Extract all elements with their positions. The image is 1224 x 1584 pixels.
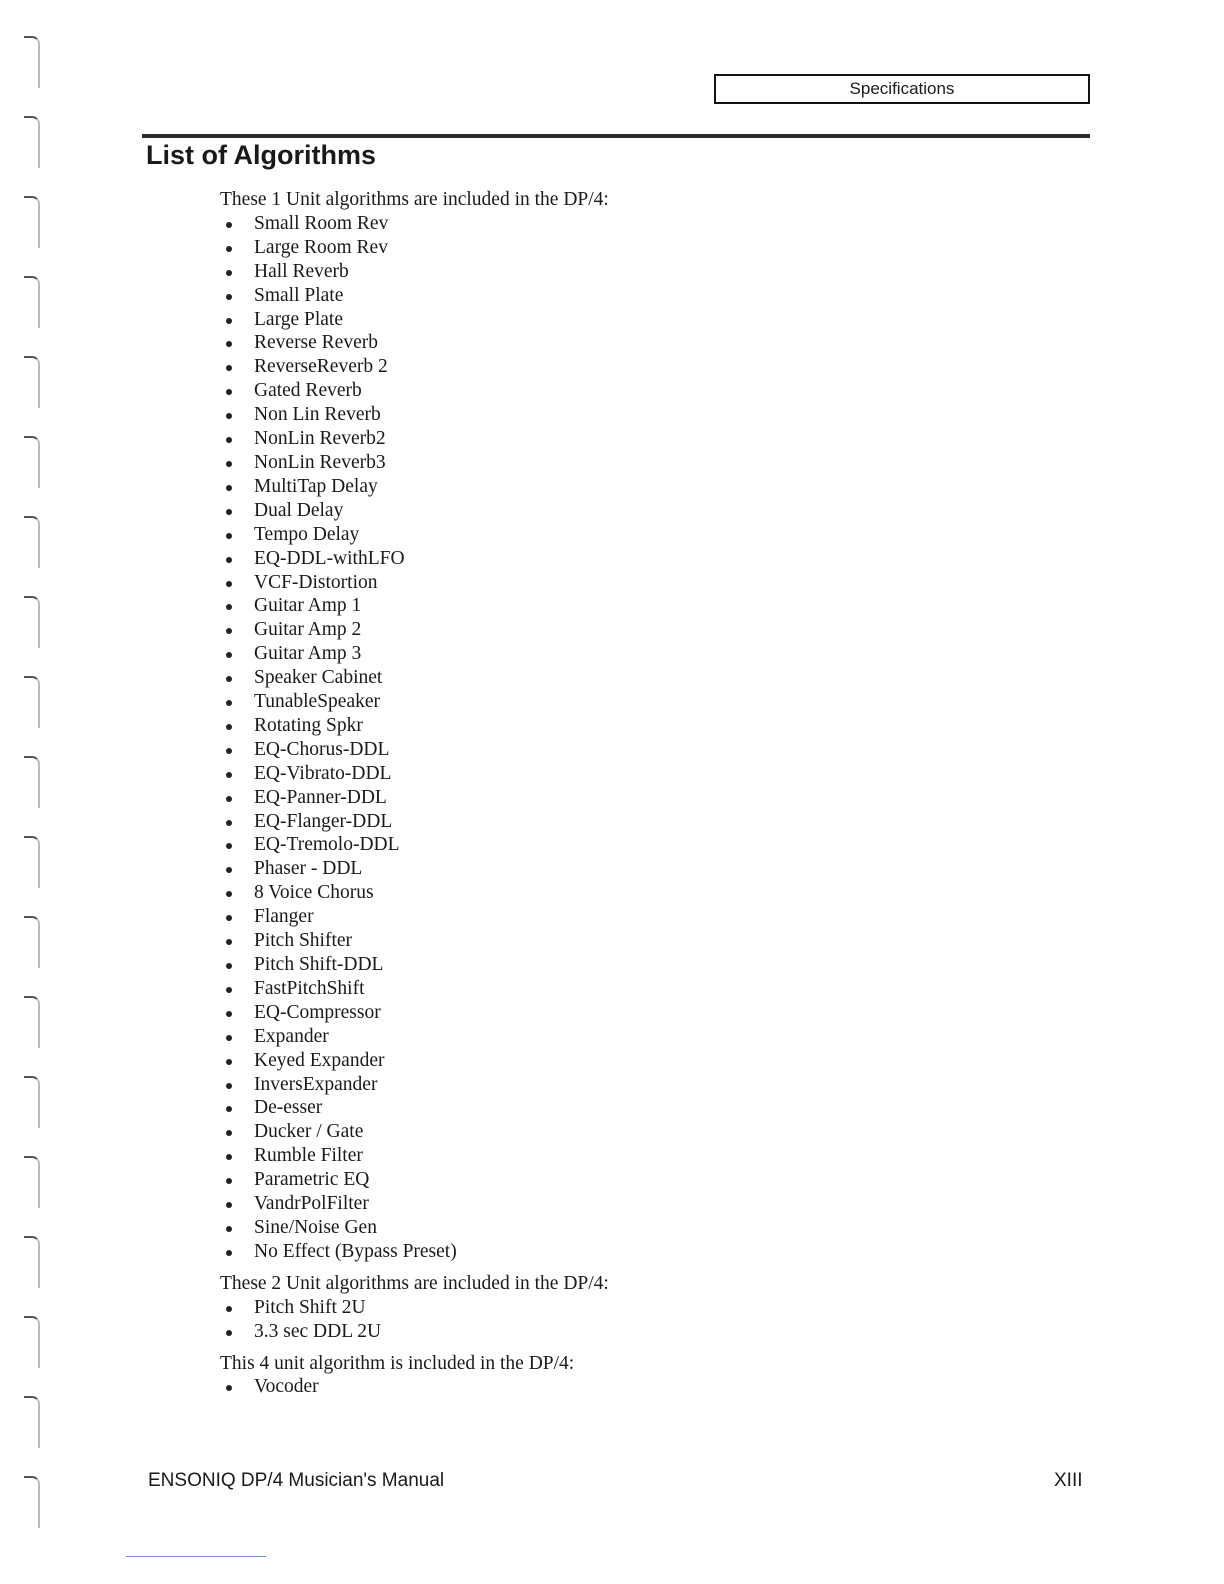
algorithm-list-item: Small Room Rev xyxy=(220,212,1040,236)
page-title: List of Algorithms xyxy=(146,140,376,170)
algorithm-list-item: VCF-Distortion xyxy=(220,571,1040,595)
algorithm-list-item: Guitar Amp 2 xyxy=(220,618,1040,642)
section-header-label: Specifications xyxy=(849,79,955,98)
algorithm-list-item: No Effect (Bypass Preset) xyxy=(220,1240,1040,1264)
algorithm-list-item: Rotating Spkr xyxy=(220,714,1040,738)
algorithm-list-item: Ducker / Gate xyxy=(220,1120,1040,1144)
algorithm-list-item: De-esser xyxy=(220,1096,1040,1120)
algorithm-list-item: Non Lin Reverb xyxy=(220,403,1040,427)
binding-hole-mark xyxy=(24,516,40,568)
algorithm-list-item: EQ-Flanger-DDL xyxy=(220,810,1040,834)
binding-hole-mark xyxy=(24,756,40,808)
algorithm-list-item: Flanger xyxy=(220,905,1040,929)
algorithm-list-item: NonLin Reverb3 xyxy=(220,451,1040,475)
algorithm-list-item: EQ-Compressor xyxy=(220,1001,1040,1025)
algorithm-list-item: Large Room Rev xyxy=(220,236,1040,260)
algorithm-list-item: Rumble Filter xyxy=(220,1144,1040,1168)
binding-hole-mark xyxy=(24,1156,40,1208)
algorithm-list-content xyxy=(220,188,1040,1399)
algorithm-list xyxy=(220,1375,1040,1399)
algorithm-list-item: 8 Voice Chorus xyxy=(220,881,1040,905)
group-intro: These 1 Unit algorithms are included in the DP/4: xyxy=(220,189,609,210)
algorithm-list-item: Vocoder xyxy=(220,1375,1040,1399)
algorithm-list-item: NonLin Reverb2 xyxy=(220,427,1040,451)
algorithm-list-item: Parametric EQ xyxy=(220,1168,1040,1192)
algorithm-list-item: EQ-Chorus-DDL xyxy=(220,738,1040,762)
binding-hole-mark xyxy=(24,1476,40,1528)
binding-hole-mark xyxy=(24,1236,40,1288)
page-number: XIII xyxy=(1054,1470,1083,1491)
algorithm-list-item: Dual Delay xyxy=(220,499,1040,523)
binding-hole-mark xyxy=(24,196,40,248)
algorithm-list-item: ReverseReverb 2 xyxy=(220,355,1040,379)
algorithm-list-item: EQ-DDL-withLFO xyxy=(220,547,1040,571)
algorithm-list-item: Guitar Amp 1 xyxy=(220,594,1040,618)
group-intro: This 4 unit algorithm is included in the DP/4: xyxy=(220,1352,575,1374)
algorithm-list-item: Reverse Reverb xyxy=(220,331,1040,355)
binding-hole-mark xyxy=(24,276,40,328)
algorithm-list xyxy=(220,212,1040,1264)
algorithm-list-item: Tempo Delay xyxy=(220,523,1040,547)
bottom-edge-line xyxy=(126,1556,266,1557)
algorithm-list-item: EQ-Tremolo-DDL xyxy=(220,833,1040,857)
binding-hole-mark xyxy=(24,436,40,488)
algorithm-list-item: VandrPolFilter xyxy=(220,1192,1040,1216)
binding-hole-mark xyxy=(24,916,40,968)
binding-hole-mark xyxy=(24,116,40,168)
algorithm-list-item: Guitar Amp 3 xyxy=(220,642,1040,666)
algorithm-list-item: Pitch Shift-DDL xyxy=(220,953,1040,977)
binding-hole-mark xyxy=(24,836,40,888)
binding-hole-mark xyxy=(24,36,40,88)
binding-hole-mark xyxy=(24,356,40,408)
binding-hole-mark xyxy=(24,1076,40,1128)
algorithm-list-item: InversExpander xyxy=(220,1073,1040,1097)
binding-hole-mark xyxy=(24,1316,40,1368)
algorithm-list-item: FastPitchShift xyxy=(220,977,1040,1001)
binding-hole-mark xyxy=(24,996,40,1048)
binding-hole-mark xyxy=(24,596,40,648)
algorithm-list-item: TunableSpeaker xyxy=(220,690,1040,714)
algorithm-list-item: 3.3 sec DDL 2U xyxy=(220,1320,1040,1344)
algorithm-list-item: Sine/Noise Gen xyxy=(220,1216,1040,1240)
footer-manual-title: ENSONIQ DP/4 Musician's Manual xyxy=(148,1470,445,1491)
algorithm-list-item: EQ-Vibrato-DDL xyxy=(220,762,1040,786)
algorithm-list xyxy=(220,1296,1040,1344)
algorithm-list-item: EQ-Panner-DDL xyxy=(220,786,1040,810)
algorithm-list-item: Phaser - DDL xyxy=(220,857,1040,881)
binding-holes xyxy=(0,0,60,1584)
binding-hole-mark xyxy=(24,1396,40,1448)
algorithm-list-item: Gated Reverb xyxy=(220,379,1040,403)
algorithm-list-item: Pitch Shift 2U xyxy=(220,1296,1040,1320)
algorithm-list-item: MultiTap Delay xyxy=(220,475,1040,499)
group-intro: These 2 Unit algorithms are included in the DP/4: xyxy=(220,1272,609,1294)
algorithm-list-item: Pitch Shifter xyxy=(220,929,1040,953)
algorithm-list-item: Small Plate xyxy=(220,284,1040,308)
algorithm-list-item: Speaker Cabinet xyxy=(220,666,1040,690)
section-header-box xyxy=(714,74,1090,104)
title-rule xyxy=(142,134,1090,138)
algorithm-list-item: Keyed Expander xyxy=(220,1049,1040,1073)
binding-hole-mark xyxy=(24,676,40,728)
algorithm-list-item: Large Plate xyxy=(220,308,1040,332)
algorithm-list-item: Expander xyxy=(220,1025,1040,1049)
algorithm-list-item: Hall Reverb xyxy=(220,260,1040,284)
